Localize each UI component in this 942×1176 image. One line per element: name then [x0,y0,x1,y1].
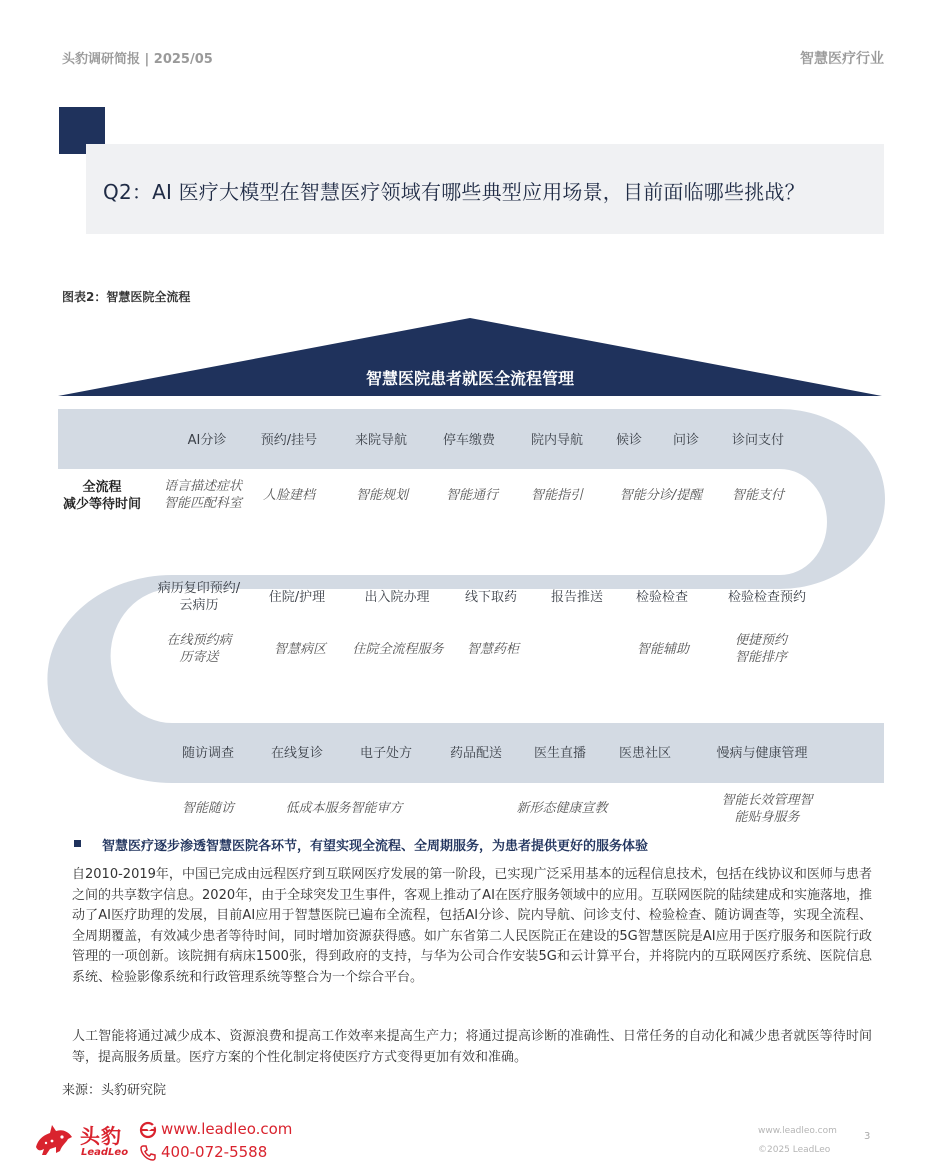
figure-title: 图表2：智慧医院全流程 [62,290,191,304]
flow-sub-arrival-nav: 智能规划 [355,488,409,503]
flow-sub-indoor-nav: 智能指引 [530,488,584,503]
left-label-line1: 全流程 [82,480,122,495]
question-title: Q2：AI 医疗大模型在智慧医疗领域有哪些典型应用场景，目前面临哪些挑战？ [103,180,805,204]
flow-node-community: 医患社区 [618,746,672,761]
flow-node-doctor-live: 医生直播 [533,746,587,761]
page-number: 3 [864,1131,871,1142]
flow-node-waiting: 候诊 [615,433,643,448]
flow-sub-ai-triage-line1: 语言描述症状 [163,479,243,494]
flow-node-drug-delivery: 药品配送 [449,746,503,761]
phone-icon [139,1144,157,1162]
flow-node-follow-up: 随访调查 [181,746,235,761]
flow-node-inpatient-care: 住院/护理 [268,590,326,605]
logo-english: LeadLeo [81,1147,129,1158]
flow-node-e-prescription: 电子处方 [359,746,413,761]
flow-sub-parking: 智能通行 [445,488,499,503]
flow-sub-revisit-prescription: 低成本服务智能审方 [285,801,403,816]
flow-node-arrival-nav: 来院导航 [354,433,408,448]
flow-node-report-push: 报告推送 [550,590,604,605]
flow-sub-pickup: 智慧药柜 [466,642,520,657]
web-icon [139,1121,157,1139]
flow-node-consult-payment: 诊问支付 [731,433,785,448]
flow-sub-chronic-mgmt [721,792,812,826]
source-note: 来源：头豹研究院 [62,1083,167,1098]
leopard-logo-icon [32,1117,76,1157]
flow-sub-record-copy [166,632,231,666]
flow-node-ai-triage: AI分诊 [187,433,227,448]
flow-node-admission-discharge: 出入院办理 [364,590,430,605]
body-paragraph-1: 自2010-2019年，中国已完成由远程医疗到互联网医疗发展的第一阶段，已实现广泛采用基本的远程信息技术，包括在线协议和医师与患者之间的共享数字信息。2020年，由于全球突发卫生事件，客观上推动了AI在医疗服务领域中的应用。互联网医院的陆续建成和实施落地，推动了AI医疗助理的发展，目前AI应用于智慧医院已遍布全流程，包括AI分诊、院内导航、问诊支付、检验检查、随访调查等，实现全流程、全周期覆盖，有效减少患者等待时间，同时增加资源获得感。如广东省第二人民医院正在建设的5G智慧医院是AI应用于医疗服务和医院行政管理的一项创新。该院拥有病床1500张，得到政府的支持，与华为公司合作安装5G和云计算平台，并将院内的互联网医疗系统、医院信息系统、检验影像系统和行政管理系统等整合为一个综合平台。 [72,867,872,985]
flow-node-lab-booking: 检验检查预约 [727,590,807,605]
flow-node-online-revisit: 在线复诊 [270,746,324,761]
flow-sub-chronic-mgmt-line2: 能贴身服务 [734,810,800,825]
key-finding: 智慧医疗逐步渗透智慧医院各环节，有望实现全流程、全周期服务，为患者提供更好的服务体验 [102,839,649,854]
flow-sub-lab-booking-line2: 智能排序 [734,650,788,665]
header-report-info: 头豹调研简报 | 2025/05 [62,52,213,67]
flow-node-offline-pickup: 线下取药 [464,590,518,605]
footer-phone[interactable]: 400-072-5588 [161,1143,268,1161]
flow-node-record-copy-line2: 云病历 [179,598,219,613]
flow-node-lab-exam: 检验检查 [635,590,689,605]
flow-sub-follow-up: 智能随访 [181,801,235,816]
flow-node-record-copy [158,580,240,614]
footer-copyright: ©2025 LeadLeo [758,1145,831,1155]
flow-sub-admission: 住院全流程服务 [352,642,444,657]
flow-node-appointment: 预约/挂号 [260,433,318,448]
header-industry: 智慧医疗行业 [800,51,884,67]
flow-sub-record-copy-line2: 历寄送 [179,650,219,665]
flow-sub-lab-booking [735,632,787,666]
flow-sub-lab-booking-line1: 便捷预约 [734,633,788,648]
flow-sub-ai-triage [164,478,242,512]
flow-sub-appointment: 人脸建档 [262,488,316,503]
flow-sub-lab-exam: 智能辅助 [636,642,690,657]
roof-title: 智慧医院患者就医全流程管理 [365,369,575,388]
flow-sub-waiting: 智能分诊/提醒 [619,488,703,503]
logo-chinese: 头豹 [80,1124,122,1148]
flow-sub-ai-triage-line2: 智能匹配科室 [163,496,243,511]
left-label-line2: 减少等待时间 [62,497,142,512]
flow-node-consultation: 问诊 [672,433,700,448]
flow-node-parking-payment: 停车缴费 [442,433,496,448]
flow-node-chronic-mgmt: 慢病与健康管理 [716,746,808,761]
flow-sub-chronic-mgmt-line1: 智能长效管理智 [721,793,813,808]
footer-website[interactable]: www.leadleo.com [161,1120,293,1138]
flow-node-indoor-nav: 院内导航 [530,433,584,448]
flow-sub-record-copy-line1: 在线预约病 [166,633,232,648]
footer-right-website: www.leadleo.com [758,1126,837,1136]
bullet-square-icon [74,840,81,847]
flow-node-record-copy-line1: 病历复印预约/ [157,581,241,596]
flow-sub-inpatient: 智慧病区 [273,642,327,657]
flow-sub-payment: 智能支付 [731,488,785,503]
left-label [63,479,141,513]
flow-sub-health-education: 新形态健康宣教 [516,801,608,816]
body-paragraph-2: 人工智能将通过减少成本、资源浪费和提高工作效率来提高生产力；将通过提高诊断的准确性、日常任务的自动化和减少患者就医等待时间等，提高服务质量。医疗方案的个性化制定将使医疗方式变得更加有效和准确。 [72,1029,872,1065]
